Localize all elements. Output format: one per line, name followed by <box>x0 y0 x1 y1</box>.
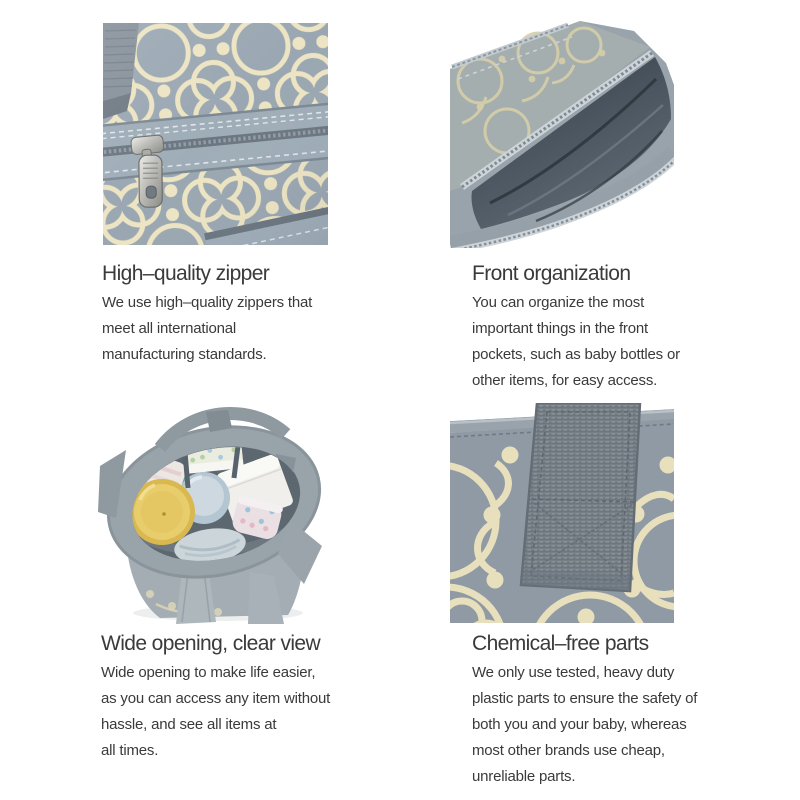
feature-line: Wide opening to make life easier, <box>101 664 316 681</box>
feature-title: Chemical–free parts <box>472 632 649 655</box>
feature-line: most other brands use cheap, <box>472 742 665 759</box>
feature-title: Front organization <box>472 262 631 285</box>
strap-closeup-photo <box>450 403 674 623</box>
open-bag-illustration <box>98 400 330 624</box>
front-pocket-illustration <box>450 21 674 248</box>
feature-description <box>101 660 330 764</box>
feature-description <box>102 290 312 368</box>
feature-line: meet all international <box>102 320 237 337</box>
zipper-photo-illustration <box>103 23 328 245</box>
feature-description <box>472 290 680 394</box>
feature-line: You can organize the most <box>472 294 645 311</box>
feature-line: plastic parts to ensure the safety of <box>472 690 698 707</box>
feature-line: both you and your baby, whereas <box>472 716 687 733</box>
open-bag-top-view-photo <box>98 400 330 624</box>
front-pocket-photo <box>450 21 674 248</box>
feature-line: pockets, such as baby bottles or <box>472 346 680 363</box>
feature-line: manufacturing standards. <box>102 346 267 363</box>
feature-line: important things in the front <box>472 320 648 337</box>
zipper-closeup-photo <box>103 23 328 245</box>
feature-description <box>472 660 697 790</box>
feature-line: unreliable parts. <box>472 768 576 785</box>
feature-line: hassle, and see all items at <box>101 716 277 733</box>
strap-illustration <box>450 403 674 623</box>
feature-line: all times. <box>101 742 159 759</box>
webbing-strap <box>521 403 640 591</box>
feature-title: High–quality zipper <box>102 262 270 285</box>
feature-line: We use high–quality zippers that <box>102 294 313 311</box>
feature-title: Wide opening, clear view <box>101 632 321 655</box>
feature-line: as you can access any item without <box>101 690 331 707</box>
feature-line: other items, for easy access. <box>472 372 658 389</box>
feature-line: We only use tested, heavy duty <box>472 664 675 681</box>
